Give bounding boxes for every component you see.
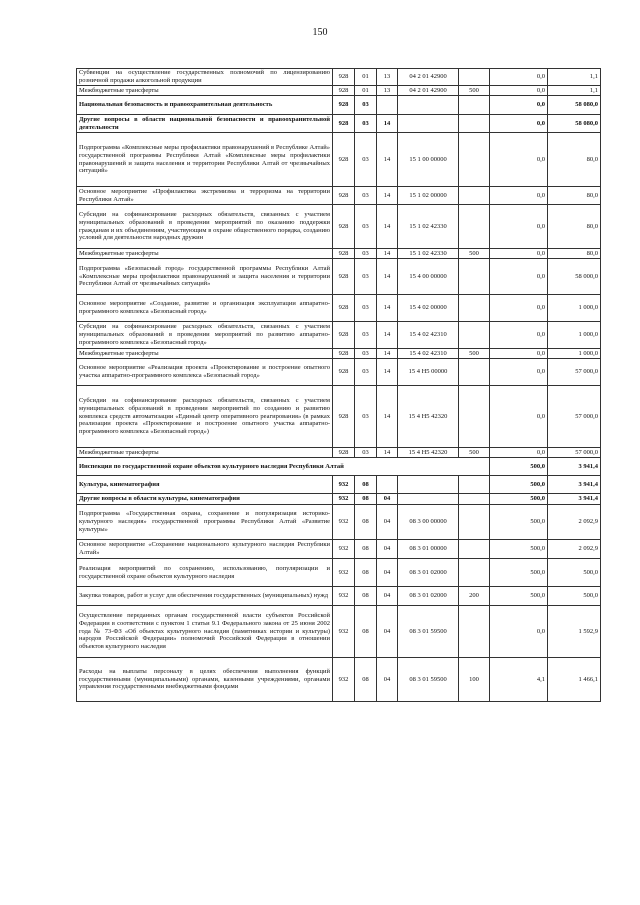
amount-cell-2: 3 941,4 <box>548 458 601 476</box>
admin-code-cell: 928 <box>333 187 355 205</box>
amount-cell-2: 2 092,9 <box>548 540 601 559</box>
amount-cell-1: 0,0 <box>490 322 548 349</box>
table-row <box>77 115 601 133</box>
section-code-cell: 01 <box>355 86 377 96</box>
section-code-cell: 03 <box>355 448 377 458</box>
table-row <box>77 349 601 359</box>
expense-type-cell: 200 <box>459 587 490 606</box>
subsection-code-cell <box>377 476 398 494</box>
expense-type-cell: 500 <box>459 349 490 359</box>
target-article-cell: 15 4 00 00000 <box>398 259 459 295</box>
subsection-code-cell: 13 <box>377 69 398 86</box>
target-article-cell: 15 1 02 00000 <box>398 187 459 205</box>
expense-name-cell: Основное мероприятие «Создание, развитие и организация эксплуатации аппаратно-программного комплекса «Безопасный город» <box>77 295 333 322</box>
expense-type-cell <box>459 606 490 658</box>
section-code-cell: 08 <box>355 494 377 505</box>
expense-name-cell: Закупка товаров, работ и услуг для обеспечения государственных (муниципальных) нужд <box>77 587 333 606</box>
subsection-code-cell: 04 <box>377 559 398 587</box>
amount-cell-2: 80,0 <box>548 249 601 259</box>
expense-name-cell: Другие вопросы в области национальной безопасности и правоохранительной деятельности <box>77 115 333 133</box>
section-code-cell: 08 <box>355 658 377 702</box>
target-article-cell <box>398 494 459 505</box>
expense-type-cell <box>459 133 490 187</box>
amount-cell-2: 3 941,4 <box>548 476 601 494</box>
subsection-code-cell: 13 <box>377 86 398 96</box>
amount-cell-1: 500,0 <box>490 494 548 505</box>
amount-cell-1: 0,0 <box>490 115 548 133</box>
amount-cell-2: 500,0 <box>548 559 601 587</box>
expense-type-cell <box>459 259 490 295</box>
amount-cell-2: 2 092,9 <box>548 505 601 540</box>
admin-code-cell: 928 <box>333 133 355 187</box>
expense-name-cell: Подпрограмма «Комплексные меры профилактики правонарушений в Республике Алтай» государственной программы Республики Алтай «Комплексные меры профилактики правонарушений и защита населения и территории Республики Алтай от чрезвычайных ситуаций» <box>77 133 333 187</box>
table-row <box>77 295 601 322</box>
amount-cell-1: 0,0 <box>490 259 548 295</box>
table-row <box>77 494 601 505</box>
subsection-code-cell: 14 <box>377 249 398 259</box>
admin-code-cell: 928 <box>333 322 355 349</box>
section-code-cell: 08 <box>355 587 377 606</box>
admin-code-cell: 928 <box>333 86 355 96</box>
admin-code-cell: 932 <box>333 494 355 505</box>
expense-name-cell: Национальная безопасность и правоохранительная деятельность <box>77 96 333 115</box>
expense-name-cell: Межбюджетные трансферты <box>77 349 333 359</box>
section-code-cell: 03 <box>355 295 377 322</box>
amount-cell-1: 500,0 <box>490 559 548 587</box>
expense-type-cell: 500 <box>459 86 490 96</box>
admin-code-cell: 932 <box>333 540 355 559</box>
expense-name-cell: Основное мероприятие «Сохранение национального культурного наследия Республики Алтай» <box>77 540 333 559</box>
expense-name-cell: Осуществление переданных органам государственной власти субъектов Российской Федерации в соответствии с пунктом 1 статьи 9.1 Федерального закона от 25 июня 2002 года № 73-ФЗ «Об объектах культурного наследия (памятниках истории и культуры) народов Российской Федерации» полномочий Российской Федерации в отношении объектов культурного наследия <box>77 606 333 658</box>
section-code-cell: 03 <box>355 249 377 259</box>
table-row <box>77 587 601 606</box>
section-code-cell: 03 <box>355 187 377 205</box>
amount-cell-1: 0,0 <box>490 295 548 322</box>
target-article-cell: 08 3 01 02000 <box>398 587 459 606</box>
amount-cell-1: 500,0 <box>490 505 548 540</box>
amount-cell-1: 4,1 <box>490 658 548 702</box>
amount-cell-1: 0,0 <box>490 96 548 115</box>
target-article-cell: 15 4 Н5 42320 <box>398 448 459 458</box>
section-code-cell: 03 <box>355 259 377 295</box>
admin-code-cell: 928 <box>333 386 355 448</box>
subsection-code-cell: 14 <box>377 259 398 295</box>
budget-table-body <box>77 69 601 702</box>
target-article-cell: 08 3 00 00000 <box>398 505 459 540</box>
table-row <box>77 86 601 96</box>
amount-cell-1: 0,0 <box>490 187 548 205</box>
expense-type-cell <box>459 505 490 540</box>
admin-code-cell: 928 <box>333 249 355 259</box>
section-code-cell: 08 <box>355 606 377 658</box>
target-article-cell: 15 4 02 42310 <box>398 349 459 359</box>
target-article-cell <box>398 476 459 494</box>
expense-type-cell <box>459 559 490 587</box>
section-code-cell: 03 <box>355 96 377 115</box>
section-code-cell: 08 <box>355 505 377 540</box>
subsection-code-cell: 14 <box>377 349 398 359</box>
table-row <box>77 187 601 205</box>
subsection-code-cell: 14 <box>377 133 398 187</box>
amount-cell-1: 0,0 <box>490 606 548 658</box>
expense-name-cell: Другие вопросы в области культуры, кинематографии <box>77 494 333 505</box>
amount-cell-1: 500,0 <box>490 476 548 494</box>
expense-type-cell: 100 <box>459 658 490 702</box>
subsection-code-cell: 14 <box>377 359 398 386</box>
amount-cell-1: 0,0 <box>490 69 548 86</box>
section-code-cell: 08 <box>355 540 377 559</box>
amount-cell-2: 57 000,0 <box>548 448 601 458</box>
amount-cell-2: 1 466,1 <box>548 658 601 702</box>
table-row <box>77 259 601 295</box>
subsection-code-cell: 14 <box>377 115 398 133</box>
table-row <box>77 540 601 559</box>
subsection-code-cell: 14 <box>377 448 398 458</box>
admin-code-cell: 932 <box>333 505 355 540</box>
amount-cell-2: 80,0 <box>548 205 601 249</box>
section-code-cell: 03 <box>355 349 377 359</box>
target-article-cell: 15 4 02 42310 <box>398 322 459 349</box>
target-article-cell <box>398 96 459 115</box>
section-code-cell: 08 <box>355 559 377 587</box>
section-code-cell: 03 <box>355 205 377 249</box>
admin-code-cell: 928 <box>333 359 355 386</box>
table-row <box>77 559 601 587</box>
table-row <box>77 322 601 349</box>
expense-name-cell: Субсидии на софинансирование расходных обязательств, связанных с участием муниципальных образований в проведении мероприятий по развитию аппаратно-программного комплекса «Безопасный город» <box>77 322 333 349</box>
target-article-cell <box>398 115 459 133</box>
admin-code-cell: 928 <box>333 295 355 322</box>
target-article-cell: 04 2 01 42900 <box>398 86 459 96</box>
section-code-cell: 03 <box>355 359 377 386</box>
expense-name-cell: Подпрограмма «Государственная охрана, сохранение и популяризация историко-культурного наследия» государственной программы Республики Алтай «Развитие культуры» <box>77 505 333 540</box>
expense-name-cell: Реализация мероприятий по сохранению, использованию, популяризации и государственной охране объектов культурного наследия <box>77 559 333 587</box>
table-row <box>77 69 601 86</box>
table-row <box>77 386 601 448</box>
expense-name-cell: Межбюджетные трансферты <box>77 448 333 458</box>
expense-type-cell <box>459 69 490 86</box>
target-article-cell: 15 1 02 42330 <box>398 205 459 249</box>
expense-type-cell <box>459 494 490 505</box>
target-article-cell: 04 2 01 42900 <box>398 69 459 86</box>
admin-code-cell: 928 <box>333 69 355 86</box>
amount-cell-1: 0,0 <box>490 86 548 96</box>
subsection-code-cell: 14 <box>377 295 398 322</box>
amount-cell-1: 0,0 <box>490 359 548 386</box>
expense-name-cell: Субсидии на софинансирование расходных обязательств, связанных с участием муниципальных образований в проведении мероприятий по оказанию поддержки гражданам и их объединениям, участвующим в охране общественного порядка, созданию условий для деятельности народных дружин <box>77 205 333 249</box>
subsection-code-cell <box>377 96 398 115</box>
expense-type-cell <box>459 295 490 322</box>
target-article-cell: 15 4 Н5 42320 <box>398 386 459 448</box>
amount-cell-2: 500,0 <box>548 587 601 606</box>
amount-cell-2: 1 000,0 <box>548 295 601 322</box>
expense-name-cell: Основное мероприятие «Профилактика экстремизма и терроризма на территории Республики Алтай» <box>77 187 333 205</box>
amount-cell-1: 0,0 <box>490 205 548 249</box>
expense-type-cell <box>459 205 490 249</box>
amount-cell-2: 80,0 <box>548 133 601 187</box>
amount-cell-2: 1 592,9 <box>548 606 601 658</box>
amount-cell-2: 57 000,0 <box>548 386 601 448</box>
subsection-code-cell: 14 <box>377 187 398 205</box>
expense-name-cell: Субсидии на софинансирование расходных обязательств, связанных с участием муниципальных образований в проведении мероприятий по созданию и развитию комплекса средств автоматизации «Единый центр оперативного реагирования» (в рамках реализации проекта «Проектирование и построение опытного участка аппаратно-программного комплекса «Безопасный город») <box>77 386 333 448</box>
table-row <box>77 505 601 540</box>
expense-type-cell <box>459 187 490 205</box>
admin-code-cell: 932 <box>333 606 355 658</box>
admin-code-cell: 932 <box>333 587 355 606</box>
expense-name-cell: Межбюджетные трансферты <box>77 249 333 259</box>
amount-cell-2: 1,1 <box>548 69 601 86</box>
target-article-cell: 08 3 01 02000 <box>398 559 459 587</box>
admin-code-cell: 928 <box>333 205 355 249</box>
target-article-cell: 15 1 00 00000 <box>398 133 459 187</box>
subsection-code-cell: 14 <box>377 386 398 448</box>
section-code-cell: 03 <box>355 386 377 448</box>
amount-cell-2: 58 080,0 <box>548 96 601 115</box>
amount-cell-2: 3 941,4 <box>548 494 601 505</box>
amount-cell-1: 0,0 <box>490 448 548 458</box>
budget-table <box>76 68 601 702</box>
amount-cell-1: 500,0 <box>490 540 548 559</box>
expense-type-cell: 500 <box>459 448 490 458</box>
subsection-code-cell: 04 <box>377 505 398 540</box>
expense-type-cell <box>459 96 490 115</box>
table-row <box>77 448 601 458</box>
expense-name-cell: Межбюджетные трансферты <box>77 86 333 96</box>
subsection-code-cell: 04 <box>377 540 398 559</box>
admin-code-cell: 932 <box>333 658 355 702</box>
admin-code-cell: 928 <box>333 96 355 115</box>
subsection-code-cell: 04 <box>377 606 398 658</box>
amount-cell-2: 1 000,0 <box>548 322 601 349</box>
target-article-cell: 15 4 Н5 00000 <box>398 359 459 386</box>
amount-cell-1: 500,0 <box>490 458 548 476</box>
section-code-cell: 03 <box>355 115 377 133</box>
expense-name-cell: Инспекция по государственной охране объектов культурного наследия Республики Алтай <box>77 458 490 476</box>
page-number: 150 <box>312 27 328 38</box>
subsection-code-cell: 04 <box>377 658 398 702</box>
expense-name-cell: Расходы на выплаты персоналу в целях обеспечения выполнения функций государственными (муниципальными) органами, казенными учреждениями, органами управления государственными внебюджетными фондами <box>77 658 333 702</box>
table-row <box>77 249 601 259</box>
subsection-code-cell: 14 <box>377 205 398 249</box>
target-article-cell: 08 3 01 59500 <box>398 606 459 658</box>
table-row <box>77 133 601 187</box>
section-code-cell: 03 <box>355 322 377 349</box>
admin-code-cell: 928 <box>333 349 355 359</box>
expense-type-cell: 500 <box>459 249 490 259</box>
admin-code-cell: 928 <box>333 448 355 458</box>
amount-cell-2: 1,1 <box>548 86 601 96</box>
table-row <box>77 96 601 115</box>
amount-cell-2: 57 000,0 <box>548 359 601 386</box>
expense-type-cell <box>459 386 490 448</box>
amount-cell-1: 500,0 <box>490 587 548 606</box>
table-row <box>77 476 601 494</box>
section-code-cell: 08 <box>355 476 377 494</box>
admin-code-cell: 928 <box>333 115 355 133</box>
target-article-cell: 15 1 02 42330 <box>398 249 459 259</box>
amount-cell-2: 58 000,0 <box>548 259 601 295</box>
table-row <box>77 205 601 249</box>
admin-code-cell: 932 <box>333 559 355 587</box>
section-code-cell: 01 <box>355 69 377 86</box>
target-article-cell: 08 3 01 00000 <box>398 540 459 559</box>
table-row <box>77 359 601 386</box>
admin-code-cell: 932 <box>333 476 355 494</box>
expense-type-cell <box>459 540 490 559</box>
subsection-code-cell: 04 <box>377 494 398 505</box>
section-code-cell: 03 <box>355 133 377 187</box>
table-row <box>77 606 601 658</box>
amount-cell-2: 1 000,0 <box>548 349 601 359</box>
amount-cell-1: 0,0 <box>490 349 548 359</box>
expense-name-cell: Основное мероприятие «Реализация проекта «Проектирование и построение опытного участка аппаратно-программного комплекса «Безопасный город» <box>77 359 333 386</box>
amount-cell-1: 0,0 <box>490 386 548 448</box>
amount-cell-1: 0,0 <box>490 133 548 187</box>
expense-type-cell <box>459 359 490 386</box>
subsection-code-cell: 14 <box>377 322 398 349</box>
table-row <box>77 658 601 702</box>
target-article-cell: 08 3 01 59500 <box>398 658 459 702</box>
expense-type-cell <box>459 322 490 349</box>
expense-name-cell: Культура, кинематография <box>77 476 333 494</box>
amount-cell-2: 58 080,0 <box>548 115 601 133</box>
expense-name-cell: Субвенции на осуществление государственных полномочий по лицензированию розничной продажи алкогольной продукции <box>77 69 333 86</box>
expense-name-cell: Подпрограмма «Безопасный город» государственной программы Республики Алтай «Комплексные меры профилактики правонарушений и защита населения и территории Республики Алтай от чрезвычайных ситуаций» <box>77 259 333 295</box>
expense-type-cell <box>459 476 490 494</box>
table-row <box>77 458 601 476</box>
expense-type-cell <box>459 115 490 133</box>
admin-code-cell: 928 <box>333 259 355 295</box>
subsection-code-cell: 04 <box>377 587 398 606</box>
target-article-cell: 15 4 02 00000 <box>398 295 459 322</box>
amount-cell-1: 0,0 <box>490 249 548 259</box>
amount-cell-2: 80,0 <box>548 187 601 205</box>
